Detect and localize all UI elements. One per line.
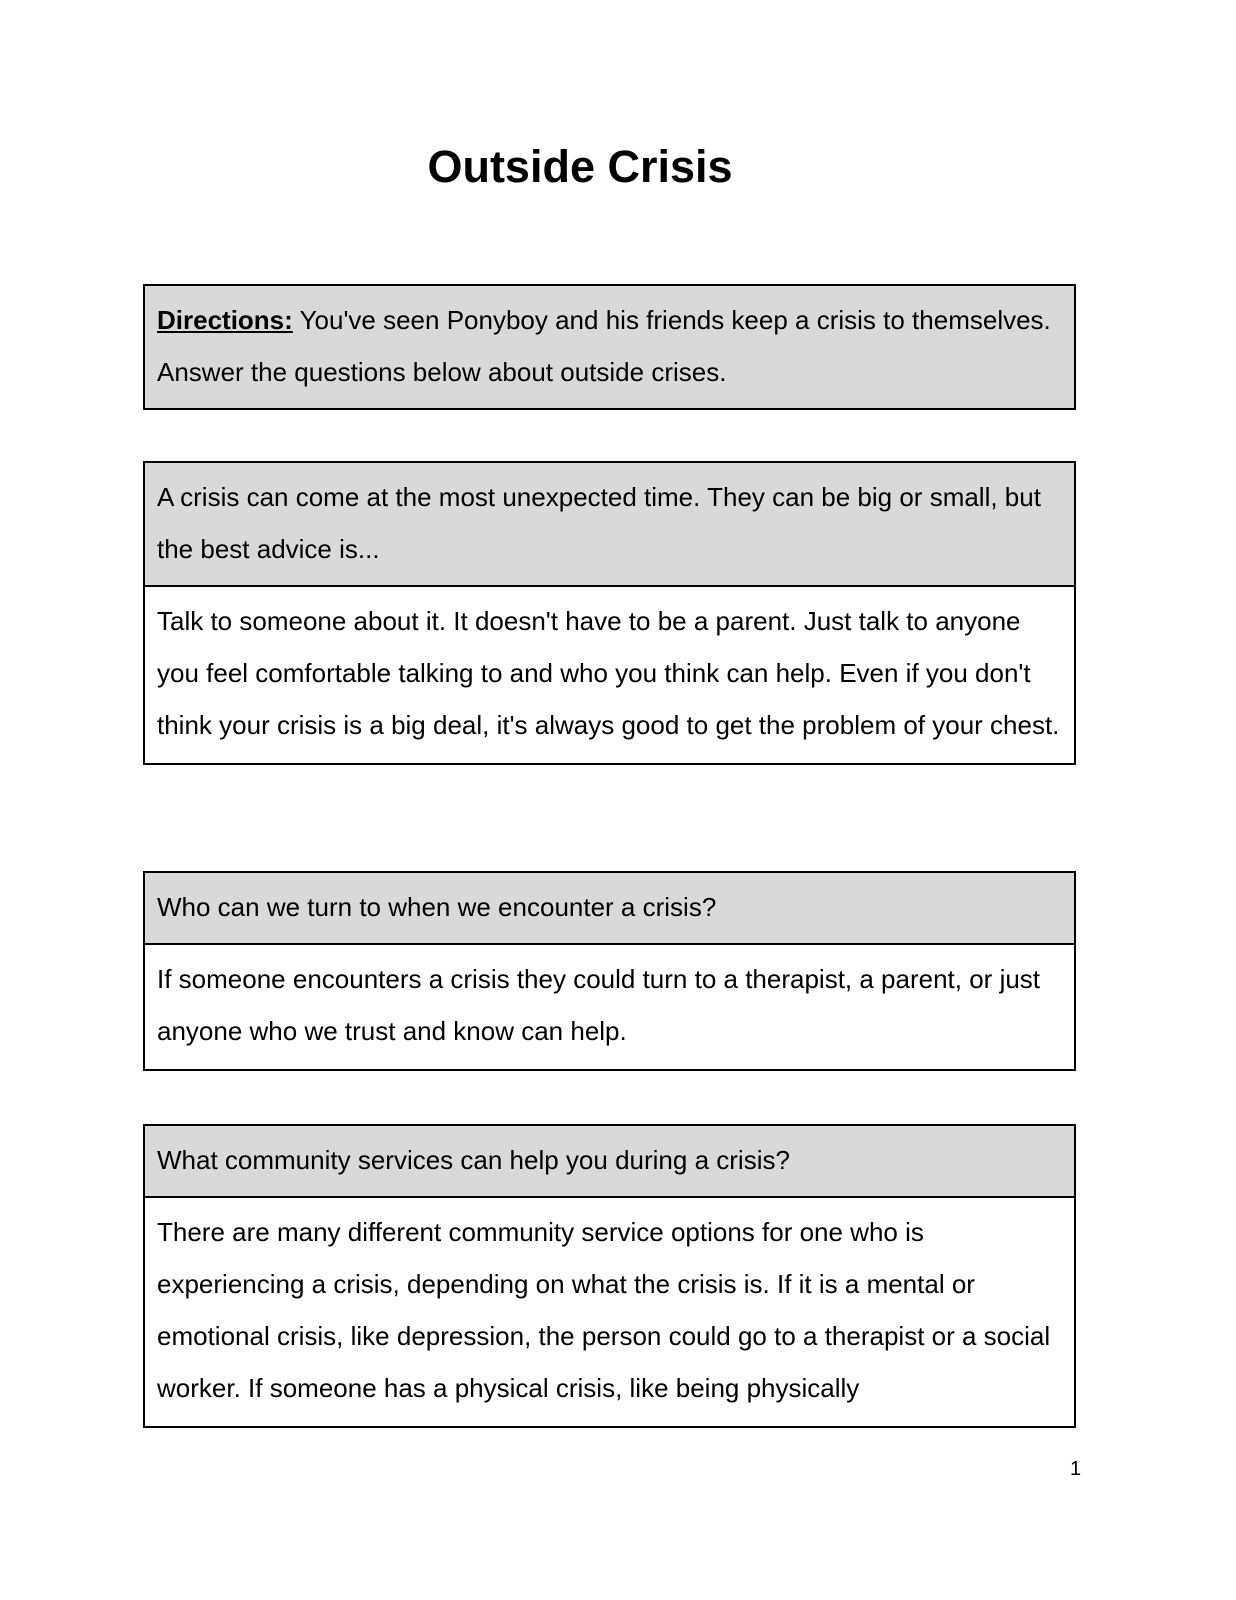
page-number: 1 (1070, 1458, 1082, 1480)
answer-text: Talk to someone about it. It doesn't have to be a parent. Just talk to anyone you feel comfortable talking to and who you think can help. Even if you don't think your crisis is a big deal, it's always good to get the problem of your chest. (157, 606, 1060, 740)
answer-cell (145, 945, 1074, 1069)
answer-text: If someone encounters a crisis they could turn to a therapist, a parent, or just anyone who we trust and know can help. (157, 964, 1041, 1046)
qa-box-who-to-turn-to (143, 871, 1076, 1071)
answer-cell (145, 587, 1074, 763)
answer-cell (145, 1198, 1074, 1426)
page-title: Outside Crisis (427, 141, 733, 192)
directions-paragraph (157, 294, 1060, 398)
question-cell (145, 873, 1074, 945)
question-cell (145, 1126, 1074, 1198)
question-text: A crisis can come at the most unexpected time. They can be big or small, but the best advice is... (157, 482, 1041, 564)
question-text: Who can we turn to when we encounter a crisis? (157, 892, 717, 922)
question-cell (145, 463, 1074, 587)
question-text: What community services can help you during a crisis? (157, 1145, 790, 1175)
qa-box-advice (143, 461, 1076, 765)
qa-box-community-services (143, 1124, 1076, 1428)
directions-text: You've seen Ponyboy and his friends keep a crisis to themselves. Answer the questions below about outside crises. (157, 305, 1051, 387)
answer-text: There are many different community service options for one who is experiencing a crisis, depending on what the crisis is. If it is a mental or emotional crisis, like depression, the person could go to a therapist or a social worker. If someone has a physical crisis, like being physically (157, 1217, 1051, 1403)
directions-label: Directions: (157, 305, 293, 335)
directions-box (143, 284, 1076, 410)
